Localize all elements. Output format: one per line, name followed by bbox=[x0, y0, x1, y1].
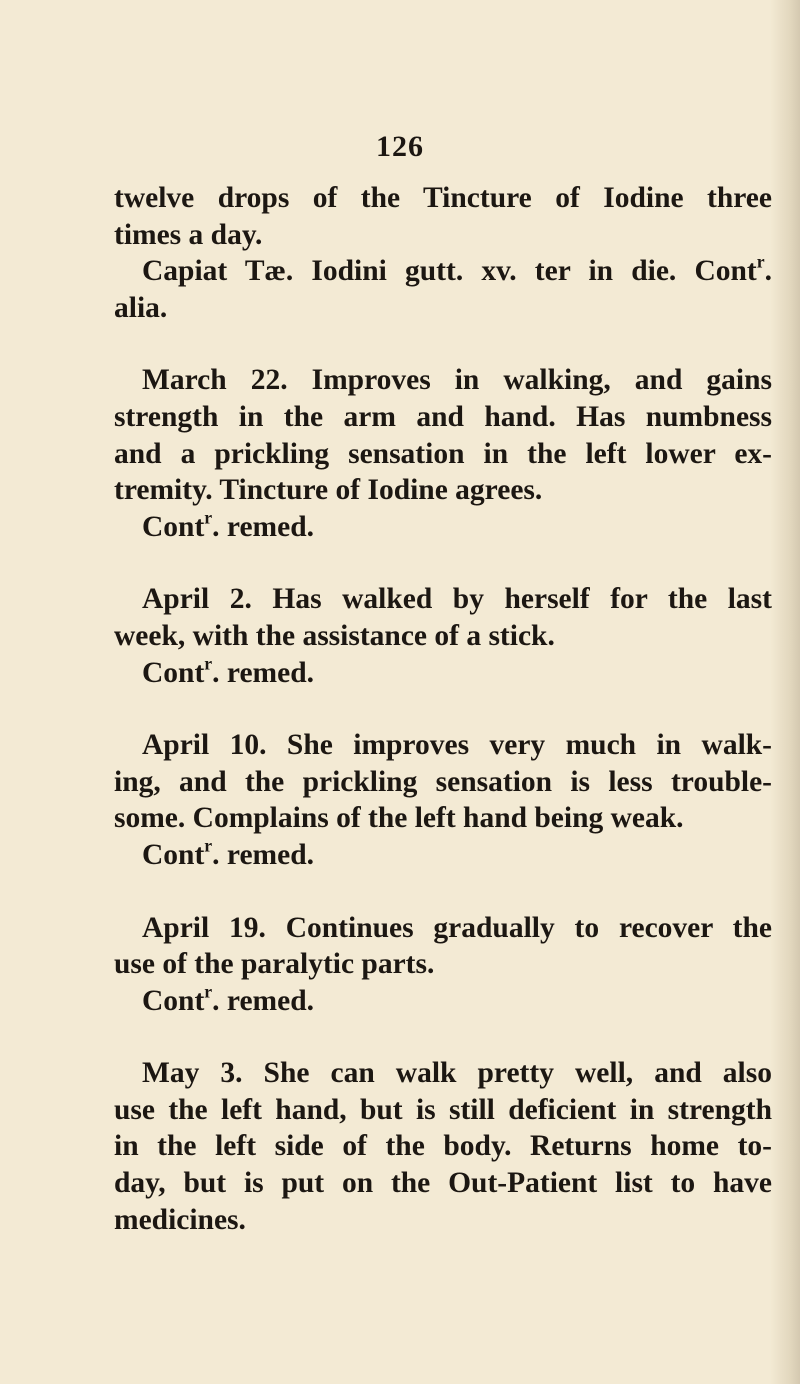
text-segment: . remed. bbox=[212, 510, 315, 543]
text-line bbox=[114, 983, 772, 1020]
text-line: times a day. bbox=[114, 218, 263, 251]
text-line bbox=[114, 837, 772, 874]
superscript: r bbox=[204, 507, 213, 528]
text-line: alia. bbox=[114, 291, 168, 324]
text-segment: . remed. bbox=[212, 838, 315, 871]
page-number: 126 bbox=[376, 130, 424, 163]
paragraph-march-22 bbox=[114, 362, 772, 545]
paragraph-gap bbox=[114, 545, 772, 581]
paragraph-gap bbox=[114, 1019, 772, 1055]
text-segment: Cont bbox=[142, 984, 205, 1017]
text-line bbox=[114, 253, 772, 290]
text-segment: Cont bbox=[142, 510, 205, 543]
text-line: use of the paralytic parts. bbox=[114, 948, 435, 981]
paragraph-gap bbox=[114, 874, 772, 910]
text-line: twelve drops of the Tincture of Iodine three bbox=[114, 182, 772, 214]
text-line: week, with the assistance of a stick. bbox=[114, 619, 555, 652]
paragraph-gap bbox=[114, 691, 772, 727]
text-line: use the left hand, but is still deficient in strength bbox=[114, 1093, 772, 1126]
text-segment: Cont bbox=[142, 656, 205, 689]
paragraph-iodine-dose bbox=[114, 180, 772, 253]
text-line: in the left side of the body. Returns home to- bbox=[114, 1130, 772, 1163]
superscript: r bbox=[204, 981, 213, 1002]
text-line: strength in the arm and hand. Has numbness bbox=[114, 400, 772, 433]
paragraph-april-2 bbox=[114, 581, 772, 691]
page-body bbox=[114, 180, 772, 1238]
text-segment: Cont bbox=[142, 838, 205, 871]
text-line: day, but is put on the Out-Patient list to have bbox=[114, 1167, 772, 1200]
text-line: April 10. She improves very much in walk- bbox=[142, 729, 772, 762]
text-line: April 2. Has walked by herself for the last bbox=[142, 583, 772, 616]
text-line bbox=[114, 655, 772, 692]
text-segment: . remed. bbox=[212, 984, 315, 1017]
text-line: April 19. Continues gradually to recover the bbox=[142, 911, 772, 944]
paragraph-april-10 bbox=[114, 727, 772, 873]
superscript: r bbox=[204, 835, 213, 856]
text-line bbox=[114, 509, 772, 546]
paragraph-gap bbox=[114, 326, 772, 362]
superscript: r bbox=[756, 251, 765, 272]
paragraph-prescription bbox=[114, 253, 772, 326]
text-line: tremity. Tincture of Iodine agrees. bbox=[114, 474, 543, 507]
paragraph-april-19 bbox=[114, 910, 772, 1020]
text-line: some. Complains of the left hand being weak. bbox=[114, 802, 684, 835]
text-line: March 22. Improves in walking, and gains bbox=[142, 364, 772, 397]
text-segment: . bbox=[764, 255, 772, 288]
text-segment: . remed. bbox=[212, 656, 315, 689]
text-line: May 3. She can walk pretty well, and also bbox=[142, 1057, 772, 1090]
paragraph-may-3 bbox=[114, 1055, 772, 1238]
text-segment: Capiat Tæ. Iodini gutt. xv. ter in die. Cont bbox=[142, 255, 757, 288]
superscript: r bbox=[204, 653, 213, 674]
text-line: medicines. bbox=[114, 1203, 246, 1236]
text-line: and a prickling sensation in the left lower ex- bbox=[114, 437, 772, 470]
text-line: ing, and the prickling sensation is less trouble- bbox=[114, 765, 772, 798]
